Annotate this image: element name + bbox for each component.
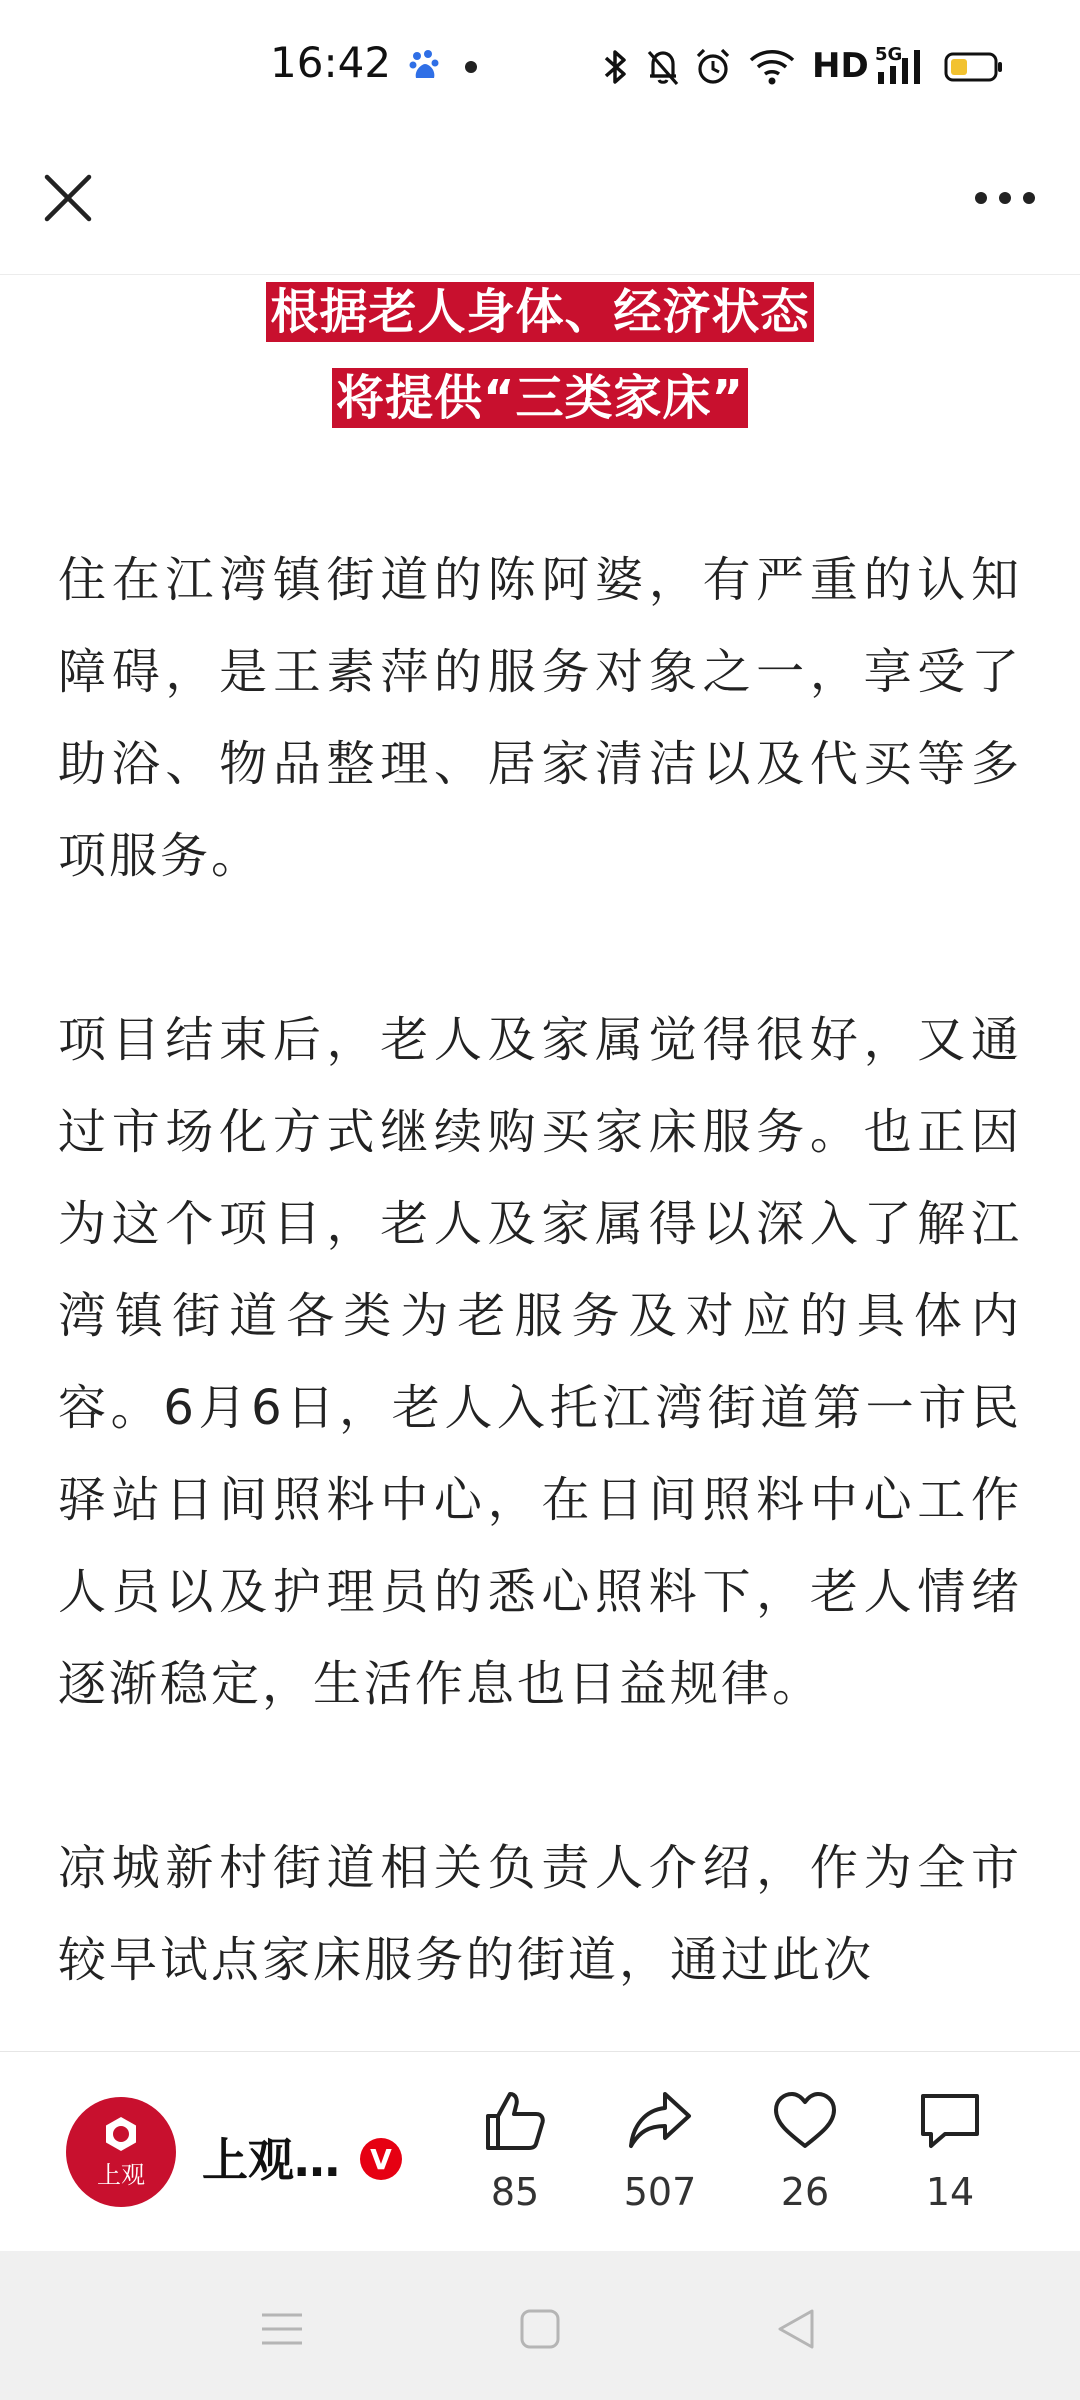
favorite-button[interactable] (745, 2086, 865, 2226)
article-paragraph: 凉城新村街道相关负责人介绍，作为全市较早试点家床服务的街道，通过此次 (58, 1840, 1022, 1988)
menu-icon (259, 2309, 305, 2349)
notification-dot (465, 61, 477, 73)
like-icon (480, 2086, 550, 2156)
mute-icon (645, 46, 681, 88)
action-bar (0, 2051, 1080, 2251)
baidu-icon (408, 48, 442, 82)
publisher-name[interactable]: 上观… (202, 2133, 340, 2187)
more-button[interactable] (960, 160, 1050, 236)
like-button[interactable] (455, 2086, 575, 2226)
status-bar (0, 0, 1080, 135)
article-content[interactable] (0, 276, 1080, 2051)
wifi-icon (748, 46, 796, 88)
home-icon (518, 2307, 562, 2351)
home-button[interactable] (510, 2299, 570, 2359)
share-icon (625, 2086, 695, 2156)
article-paragraph: 住在江湾镇街道的陈阿婆，有严重的认知障碍，是王素萍的服务对象之一，享受了助浴、物品整理、居家清洁以及代买等多项服务。 (58, 552, 1022, 884)
comment-count: 14 (925, 2170, 975, 2214)
alarm-icon (693, 46, 733, 88)
headline-line-1: 根据老人身体、经济状态 (266, 282, 813, 342)
publisher-logo-icon (102, 2115, 140, 2153)
signal-icon (876, 46, 928, 88)
battery-icon (944, 46, 1004, 88)
menu-button[interactable] (252, 2299, 312, 2359)
article-paragraph: 项目结束后，老人及家属觉得很好，又通过市场化方式继续购买家床服务。也正因为这个项目，老人及家属得以深入了解江湾镇街道各类为老服务及对应的具体内容。6月6日，老人入托江湾街道第一市民驿站日间照料中心，在日间照料中心工作人员以及护理员的悉心照料下，老人情绪逐渐稳定，生活作息也日益规律。 (58, 1012, 1022, 1712)
comment-icon (915, 2086, 985, 2156)
close-icon (41, 171, 95, 225)
comment-button[interactable] (890, 2086, 1010, 2226)
section-headline (0, 282, 1080, 454)
system-nav-bar (0, 2251, 1080, 2400)
app-bar (0, 135, 1080, 275)
favorite-count: 26 (780, 2170, 830, 2214)
favorite-icon (770, 2086, 840, 2156)
verified-badge: V (360, 2138, 402, 2180)
share-count: 507 (623, 2170, 697, 2214)
back-icon (774, 2305, 818, 2353)
publisher-avatar[interactable] (66, 2097, 176, 2207)
close-button[interactable] (30, 160, 106, 236)
network-label: HD (812, 46, 869, 86)
status-time: 16:42 (270, 38, 392, 87)
share-button[interactable] (600, 2086, 720, 2226)
more-icon (973, 190, 1037, 206)
avatar-text: 上观 (97, 2160, 145, 2189)
signal-label: 5G (875, 44, 903, 65)
headline-line-2: 将提供“三类家床” (332, 368, 748, 428)
bluetooth-icon (600, 46, 632, 88)
back-button[interactable] (766, 2299, 826, 2359)
like-count: 85 (490, 2170, 540, 2214)
